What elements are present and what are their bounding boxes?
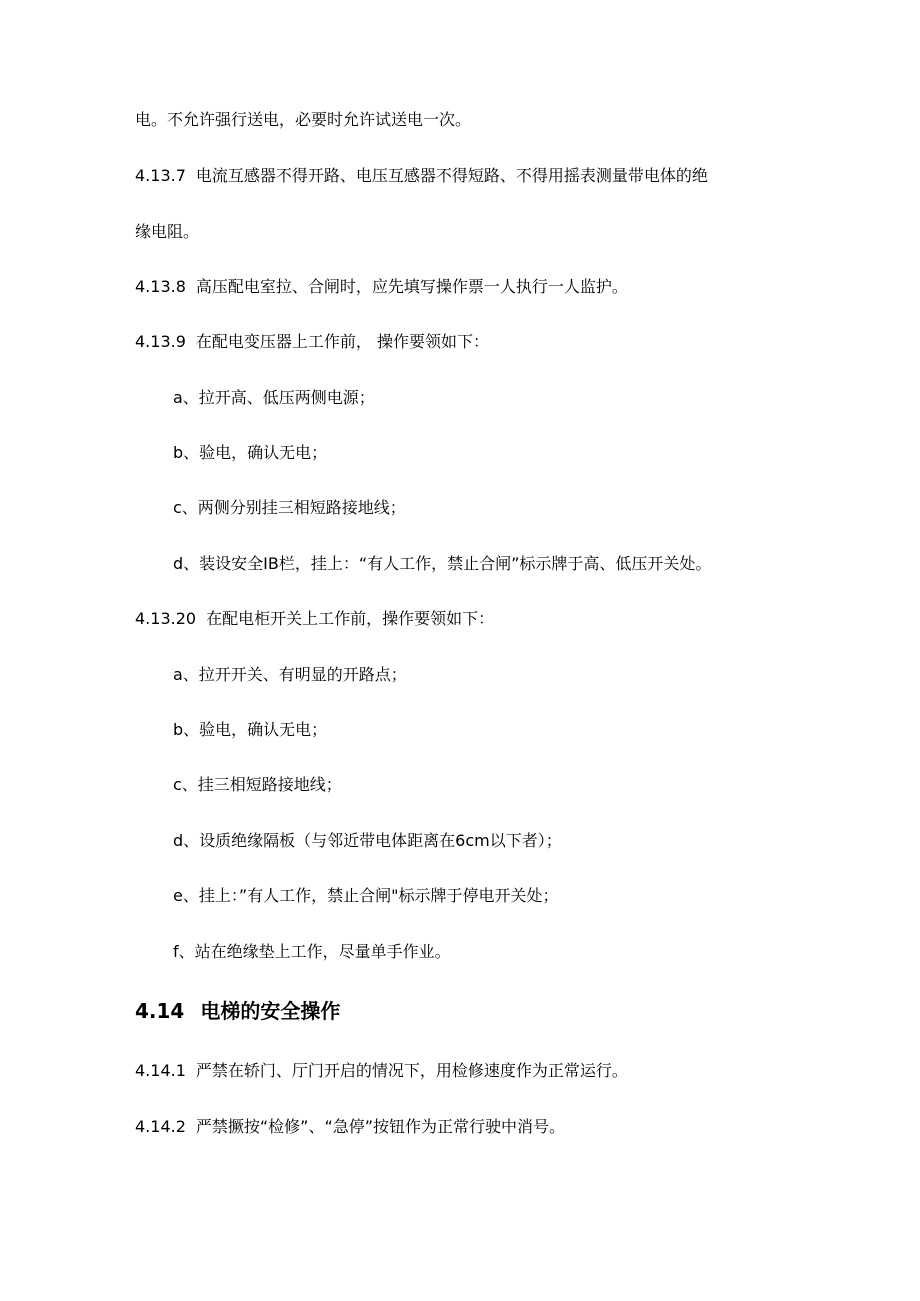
- list-item-c: [173, 497, 406, 519]
- list-item-b: [173, 442, 327, 464]
- list-item-text: d、装设安全IB栏，挂上：“有人工作，禁止合闸”标示牌于高、低压开关处。: [173, 554, 712, 573]
- section-heading: [135, 997, 340, 1025]
- clause-text: 严禁在轿门、厅门开启的情况下，用检修速度作为正常运行。: [195, 1061, 628, 1080]
- clause-4-13-7-continuation: [135, 221, 199, 243]
- clause-4-14-2: [135, 1116, 565, 1138]
- list-item-f: [173, 941, 451, 963]
- list-item-text: b、验电，确认无电；: [173, 443, 328, 462]
- clause-number: 4.14.1: [135, 1061, 186, 1080]
- list-item-text: a、拉开开关、有明显的开路点；: [173, 665, 407, 684]
- list-item-text: b、验电，确认无电；: [173, 720, 328, 739]
- list-item-a: [173, 387, 375, 409]
- paragraph-continuation: [135, 109, 471, 131]
- clause-number: 4.14.2: [135, 1117, 186, 1136]
- list-item-text: c、两侧分别挂三相短路接地线；: [173, 498, 406, 517]
- paragraph-text: 电。不允许强行送电，必要时允许试送电一次。: [135, 110, 472, 129]
- clause-4-13-7: [135, 165, 708, 187]
- clause-4-13-20: [135, 608, 494, 630]
- clause-text: 高压配电室拉、合闸时，应先填写操作票一人执行一人监护。: [195, 277, 628, 296]
- list-item-d: [173, 830, 562, 852]
- list-item-text: d、设质绝缘隔板（与邻近带电体距离在6cm以下者）；: [173, 831, 562, 850]
- list-item-text: a、拉开高、低压两侧电源；: [173, 388, 375, 407]
- clause-number: 4.13.9: [135, 332, 186, 351]
- clause-4-13-9: [135, 331, 489, 353]
- clause-4-13-8: [135, 276, 628, 298]
- list-item-a: [173, 664, 407, 686]
- section-number: 4.14: [135, 999, 185, 1023]
- clause-text: 电流互感器不得开路、电压互感器不得短路、不得用摇表测量带电体的绝: [195, 166, 708, 185]
- list-item-text: c、挂三相短路接地线；: [173, 775, 342, 794]
- clause-text: 在配电变压器上工作前， 操作要领如下：: [195, 332, 489, 351]
- clause-text: 在配电柜开关上工作前，操作要领如下：: [206, 609, 495, 628]
- list-item-c: [173, 774, 342, 796]
- clause-text: 缘电阻。: [135, 222, 200, 241]
- clause-number: 4.13.7: [135, 166, 186, 185]
- clause-number: 4.13.8: [135, 277, 186, 296]
- list-item-text: e、挂上：”有人工作，禁止合闸"标示牌于停电开关处；: [173, 886, 559, 905]
- clause-text: 严禁撅按“检修”、“急停”按钮作为正常行驶中消号。: [195, 1117, 566, 1136]
- list-item-text: f、站在绝缘垫上工作，尽量单手作业。: [173, 942, 451, 961]
- section-title: 电梯的安全操作: [200, 999, 341, 1023]
- list-item-d: [173, 553, 711, 575]
- list-item-e: [173, 885, 559, 907]
- clause-number: 4.13.20: [135, 609, 197, 628]
- list-item-b: [173, 719, 327, 741]
- clause-4-14-1: [135, 1060, 628, 1082]
